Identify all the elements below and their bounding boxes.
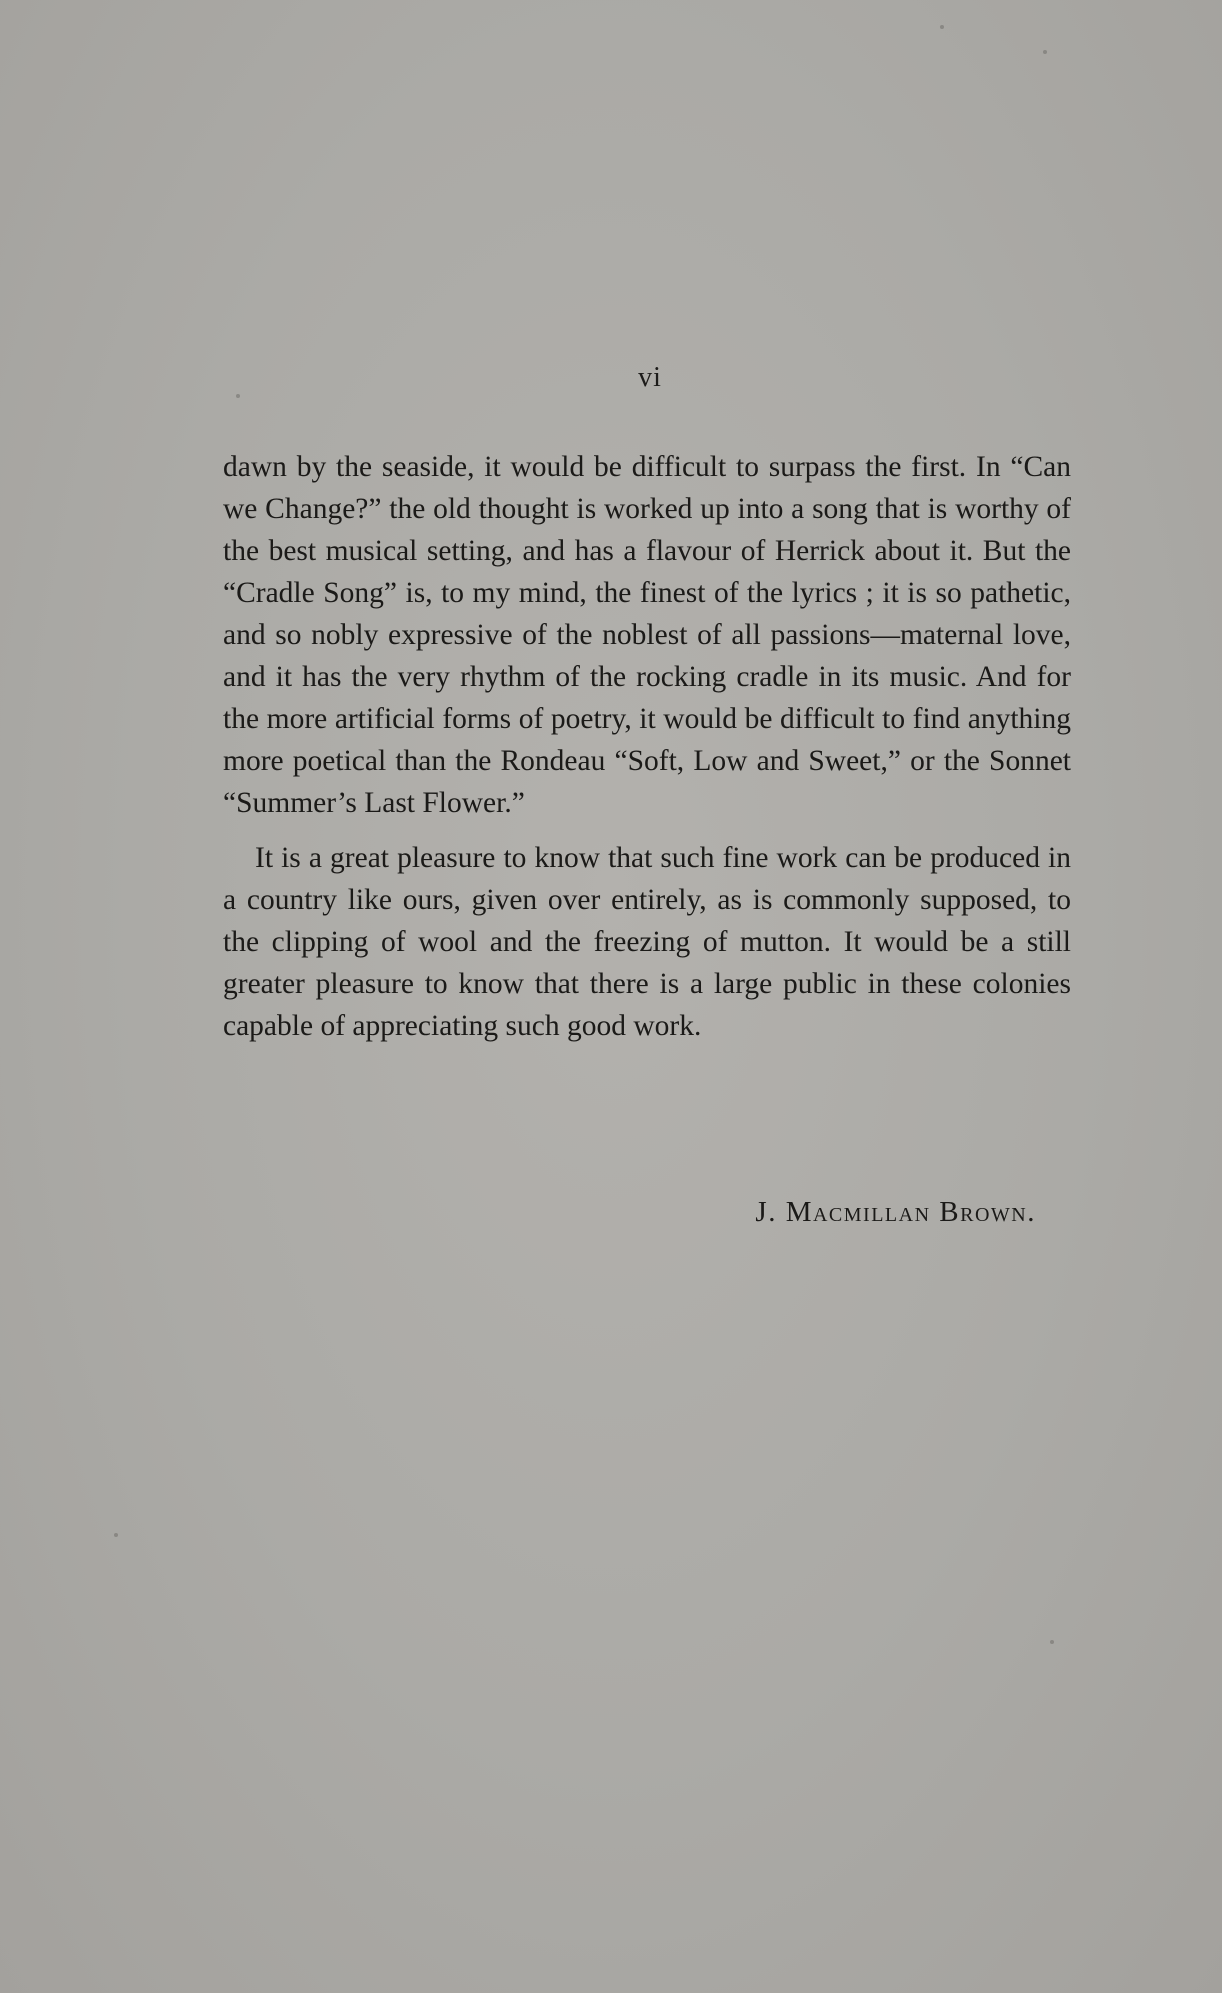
paper-speck bbox=[1050, 1640, 1054, 1644]
body-text bbox=[223, 446, 1071, 1047]
paper-speck bbox=[236, 394, 240, 398]
paper-speck bbox=[940, 25, 944, 29]
paragraph-1: dawn by the seaside, it would be difficult to surpass the first. In “Can we Change?” the old thought is worked up into a song that is worthy of the best musical setting, and has a flavour of Herrick about it. But the “Cradle Song” is, to my mind, the finest of the lyrics ; it is so pathetic, and so nobly expressive of the noblest of all passions—maternal love, and it has the very rhythm of the rocking cradle in its music. And for the more artificial forms of poetry, it would be difficult to find anything more poetical than the Rondeau “Soft, Low and Sweet,” or the Sonnet “Summer’s Last Flower.” bbox=[223, 451, 1071, 819]
author-signature: J. Macmillan Brown. bbox=[755, 1196, 1036, 1228]
paper-speck bbox=[114, 1533, 118, 1537]
paragraph-2: It is a great pleasure to know that such fine work can be produced in a country like ours, given over entirely, as is commonly supposed, to the clipping of wool and the freezing of mutton. It would be a still greater pleasure to know that there is a large public in these colonies capable of appreciating such good work. bbox=[223, 842, 1071, 1042]
page-number: vi bbox=[638, 362, 662, 393]
paper-speck bbox=[1043, 50, 1047, 54]
